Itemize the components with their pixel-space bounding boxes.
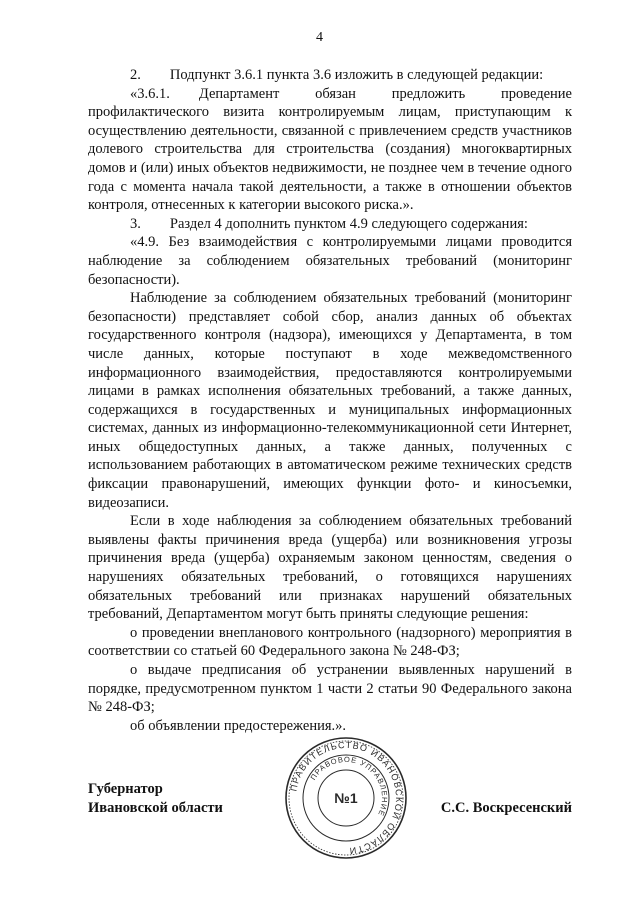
document-body [88,66,572,735]
paragraph-decision-warning: об объявлении предостережения.». [130,717,347,734]
signatory-title [88,780,223,818]
paragraph-item-3: 3. Раздел 4 дополнить пунктом 4.9 следующего содержания: [130,215,528,232]
paragraph-decision-inspection: о проведении внепланового контрольного (надзорного) мероприятия в соответствии со статьей 60 Федерального закона № 248-ФЗ; [88,624,572,660]
signatory-title-line1: Губернатор [88,781,163,797]
signatory-name: С.С. Воскресенский [440,800,572,816]
seal-center-number: №1 [334,790,358,806]
seal-outer-text: ПРАВИТЕЛЬСТВО ИВАНОВСКОЙ ОБЛАСТИ [288,739,405,857]
signatory-title-line2: Ивановской области [88,800,223,816]
signature-block [88,739,572,872]
page-number: 4 [316,30,323,45]
paragraph-item-2: 2. Подпункт 3.6.1 пункта 3.6 изложить в следующей редакции: [130,67,544,83]
paragraph-clause-4-9: «4.9. Без взаимодействия с контролируемыми лицами проводится наблюдение за соблюдением обязательных требований (мониторинг безопасности). [88,234,572,288]
paragraph-monitoring-definition: Наблюдение за соблюдением обязательных требований (мониторинг безопасности) представляет собой сбор, анализ данных об объектах государственного контроля (надзора), имеющихся у Департамента, в том числе данных, которые поступают в ходе межведомственного информационного взаимодействия, предоставляются контролируемыми лицами в рамках исполнения обязательных требований, а также данных, содержащихся в государственных и муниципальных информационных системах, данных из информационно-телекоммуникационной сети Интернет, иных общедоступных данных, а также данных, полученных с использованием работающих в автоматическом режиме технических средств фиксации правонарушений, имеющих функции фото- и киносъемки, видеозаписи. [88,290,572,511]
official-seal [284,736,408,860]
paragraph-clause-3-6-1: «3.6.1. Департамент обязан предложить проведение профилактического визита контролируемым лицам, приступающим к осуществлению деятельности, связанной с привлечением средств участников долевого строительства для строительства (создания) многоквартирных домов и (или) иных объектов недвижимости, не позднее чем в течение одного года с момента начала такой деятельности, а также в отношении объектов контроля, отнесенных к категории высокого риска.». [88,85,572,214]
seal-inner-text: ПРАВОВОЕ УПРАВЛЕНИЕ [308,754,390,818]
paragraph-violations-found: Если в ходе наблюдения за соблюдением обязательных требований выявлены факты причинения вреда (ущерба) или возникновения угрозы причинения вреда (ущерба) охраняемым законом ценностям, сведения о нарушениях обязательных требований, о готовящихся нарушениях обязательных требований или признаках нарушений обязательных требований, Департаментом могут быть приняты следующие решения: [88,513,572,623]
paragraph-decision-order: о выдаче предписания об устранении выявленных нарушений в порядке, предусмотренном пунктом 1 части 2 статьи 90 Федерального закона № 248-ФЗ; [88,662,572,716]
